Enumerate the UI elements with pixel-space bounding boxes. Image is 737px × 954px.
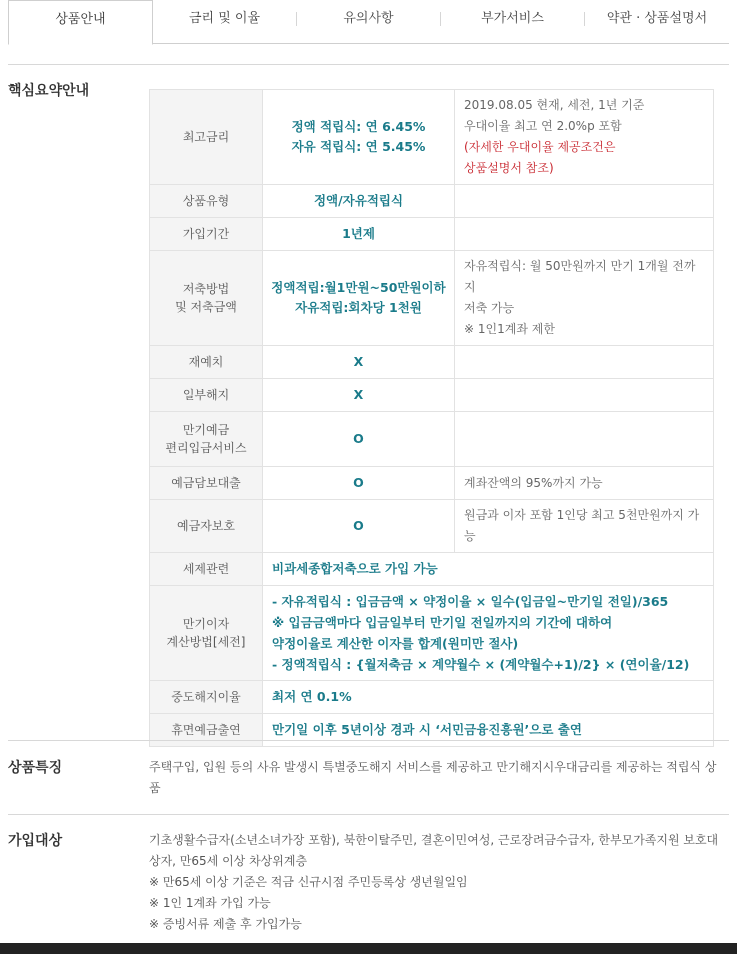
table-row [150,500,714,553]
value-line: 자유적립:회차당 1천원 [295,300,422,315]
value-line: 정액적립:월1만원~50만원이하 [271,280,446,295]
row-value: 1년제 [263,218,455,251]
row-label: 중도해지이율 [150,681,263,714]
formula-fixed: - 정액적립식 : {월저축금 × 계약월수 × (계약월수+1)/2} × (연이율/12) [272,657,690,672]
row-label: 휴면예금출연 [150,714,263,747]
tab-extra-services[interactable]: 부가서비스 [481,11,544,26]
rate-free: 자유 적립식: 연 5.45% [291,139,426,154]
row-value: 만기일 이후 5년이상 경과 시 ‘서민금융진흥원’으로 출연 [263,714,714,747]
table-row [150,412,714,467]
row-value [263,586,714,681]
table-row [150,586,714,681]
row-label: 재예치 [150,346,263,379]
row-label [150,586,263,681]
text-line: 기초생활수급자(소년소녀가장 포함), 북한이탈주민, 결혼이민여성, 근로장려금수급자, 한부모가족지원 보호대 [149,833,719,847]
formula-free: - 자유적립식 : 입금금액 × 약정이율 × 일수(입금일~만기일 전일)/365 [272,594,669,609]
divider [8,814,729,815]
note-line: 2019.08.05 현재, 세전, 1년 기준 [464,98,645,112]
tab-rates[interactable]: 금리 및 이율 [188,11,261,26]
text-line: ※ 1인 1계좌 가입 가능 [149,896,271,910]
row-label: 상품유형 [150,185,263,218]
summary-table [149,89,714,747]
tab-product-info[interactable]: 상품안내 [8,0,153,45]
row-value: O [263,412,455,467]
label-line: 저축방법 [182,282,230,296]
row-value: X [263,346,455,379]
row-value: O [263,500,455,553]
row-value: X [263,379,455,412]
formula-note: ※ 입금금액마다 입금일부터 만기일 전일까지의 기간에 대하여 [272,615,613,630]
row-label: 최고금리 [150,90,263,185]
section-title-features: 상품특징 [8,760,63,776]
row-value: 비과세종합저축으로 가입 가능 [263,553,714,586]
table-row [150,714,714,747]
row-note [455,185,714,218]
table-row [150,90,714,185]
note-line: 저축 가능 [464,301,515,315]
row-value: 정액/자유적립식 [263,185,455,218]
eligibility-text [149,830,719,935]
row-label [150,251,263,346]
table-row [150,251,714,346]
rate-fixed: 정액 적립식: 연 6.45% [291,119,426,134]
table-row [150,467,714,500]
table-row [150,218,714,251]
formula-note: 약정이율로 계산한 이자를 합계(원미만 절사) [272,636,519,651]
table-row [150,553,714,586]
label-line: 계산방법[세전] [166,635,246,649]
note-line: ※ 1인1계좌 제한 [464,322,555,336]
section-title-summary: 핵심요약안내 [8,83,90,99]
label-line: 편리입금서비스 [165,441,247,455]
row-note: 계좌잔액의 95%까지 가능 [455,467,714,500]
table-row [150,379,714,412]
divider [8,740,729,741]
row-value [263,251,455,346]
row-label: 세제관련 [150,553,263,586]
row-label: 예금자보호 [150,500,263,553]
tab-bar [8,0,729,44]
note-line: 능 [464,529,476,543]
table-row [150,185,714,218]
text-line: 주택구입, 입원 등의 사유 발생시 특별중도해지 서비스를 제공하고 만기해지시우대금리를 제공하는 적립식 상 [149,760,717,774]
tab-cautions[interactable]: 유의사항 [343,11,394,26]
row-label: 일부해지 [150,379,263,412]
label-line: 만기예금 [182,423,230,437]
row-note [455,379,714,412]
text-line: 상자, 만65세 이상 차상위계층 [149,854,308,868]
row-note [455,412,714,467]
note-warning: 상품설명서 참조) [464,161,554,175]
tab-terms[interactable]: 약관 · 상품설명서 [606,11,708,26]
section-title-eligibility: 가입대상 [8,833,63,849]
table-row [150,681,714,714]
features-text [149,757,719,799]
label-line: 및 저축금액 [175,300,237,314]
note-line: 우대이율 최고 연 2.0%p 포함 [464,119,622,133]
note-line: 원금과 이자 포함 1인당 최고 5천만원까지 가 [464,508,700,522]
text-line: 품 [149,781,161,795]
footer-bar [0,943,737,954]
note-warning: (자세한 우대이율 제공조건은 [464,140,616,154]
text-line: ※ 만65세 이상 기준은 적금 신규시점 주민등록상 생년월일임 [149,875,468,889]
note-line: 자유적립식: 월 50만원까지 만기 1개월 전까지 [464,259,696,294]
row-note [455,90,714,185]
row-value: 최저 연 0.1% [263,681,714,714]
label-line: 만기이자 [182,617,230,631]
divider [8,64,729,65]
table-row [150,346,714,379]
row-note [455,251,714,346]
row-value: O [263,467,455,500]
row-label: 가입기간 [150,218,263,251]
row-note [455,346,714,379]
row-label: 예금담보대출 [150,467,263,500]
row-note [455,218,714,251]
row-label [150,412,263,467]
row-note [455,500,714,553]
text-line: ※ 증빙서류 제출 후 가입가능 [149,917,302,931]
row-value [263,90,455,185]
